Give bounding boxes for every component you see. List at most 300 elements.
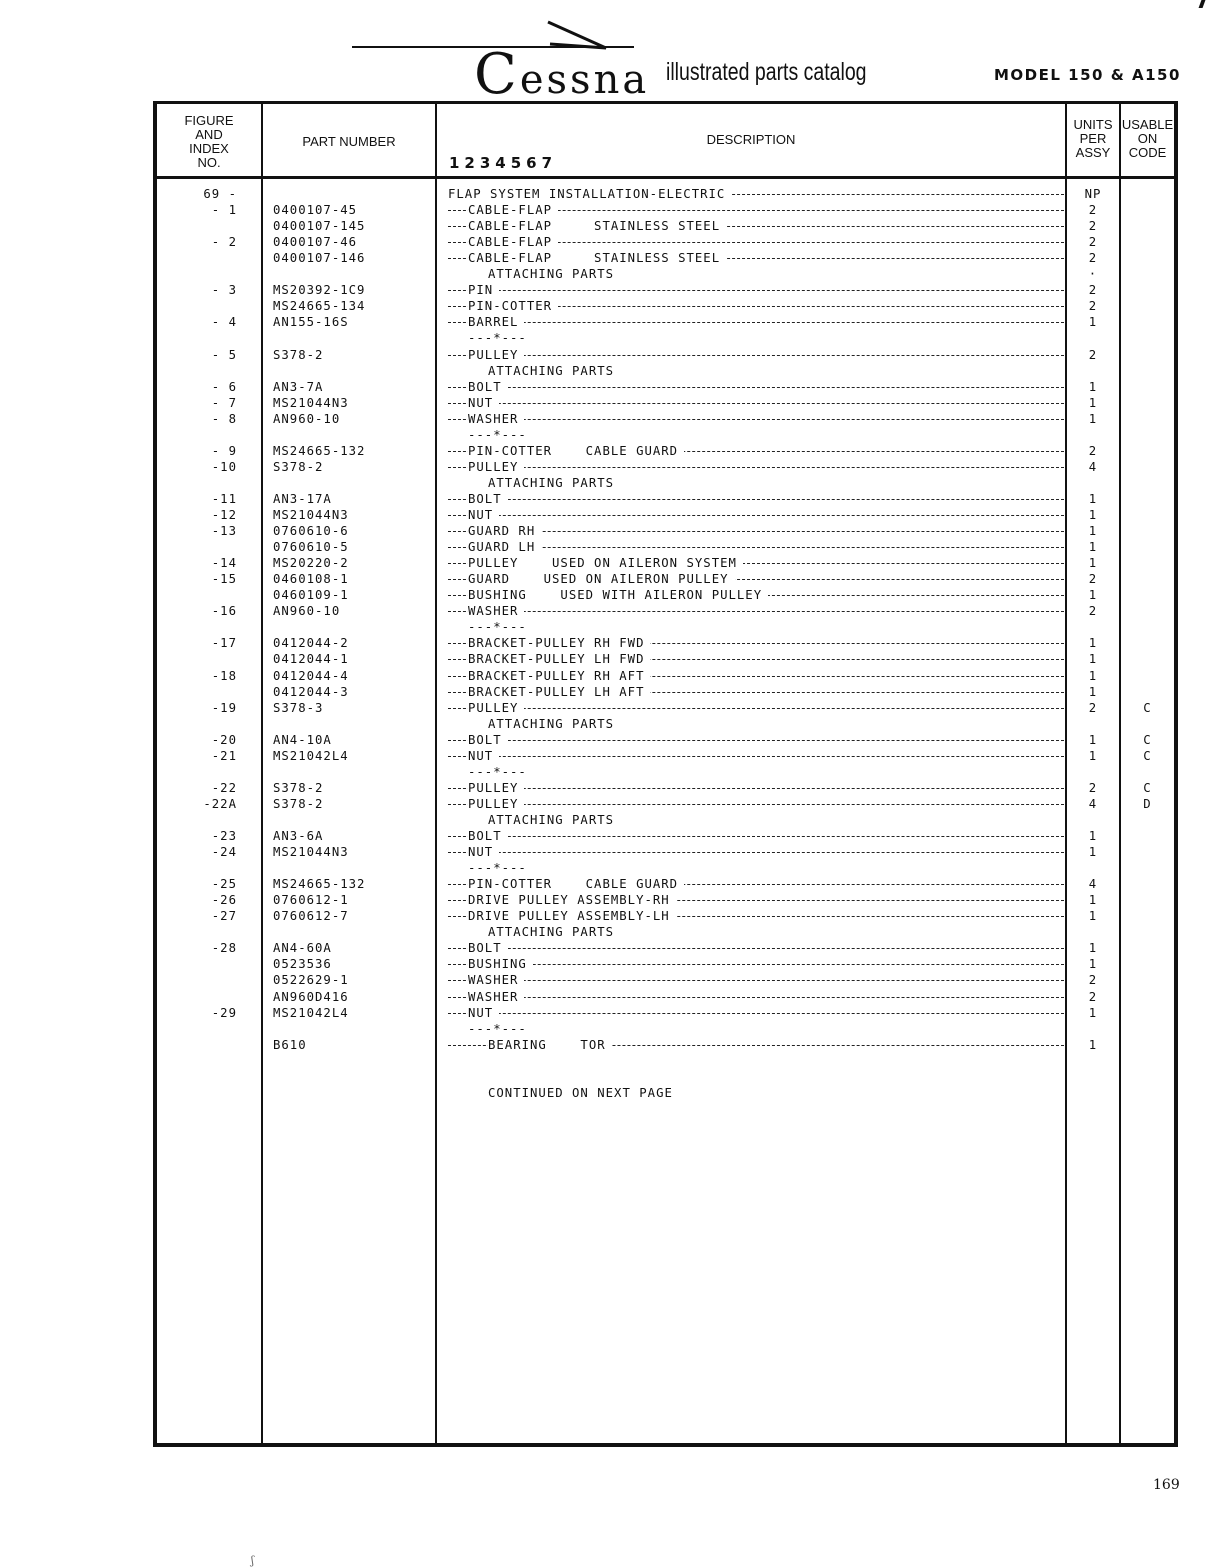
part-number: 0460109-1 xyxy=(273,588,349,603)
part-number: S378-3 xyxy=(273,700,324,715)
table-row xyxy=(157,555,1174,571)
description-text: WASHER xyxy=(468,973,524,987)
table-row xyxy=(157,330,1174,346)
description-text: PULLEY xyxy=(468,781,524,795)
description-text: PIN xyxy=(468,283,499,297)
table-row xyxy=(157,1053,1174,1069)
part-number: AN4-10A xyxy=(273,732,332,747)
table-row xyxy=(157,475,1174,491)
figure-index: -25 xyxy=(211,877,237,892)
header-part-number: PART NUMBER xyxy=(302,134,396,149)
header-divider xyxy=(157,176,1174,179)
part-number: 0400107-45 xyxy=(273,203,358,218)
figure-index: -24 xyxy=(211,845,237,860)
parts-table xyxy=(153,101,1178,1447)
units-per-assy: 1 xyxy=(1088,893,1098,908)
units-per-assy: 1 xyxy=(1088,652,1098,667)
description-text: FLAP SYSTEM INSTALLATION-ELECTRIC xyxy=(448,187,731,201)
part-number: AN155-16S xyxy=(273,315,349,330)
description-text: NUT xyxy=(468,845,499,859)
table-row xyxy=(157,507,1174,523)
figure-index: 69 - xyxy=(203,187,237,201)
units-per-assy: 1 xyxy=(1088,395,1098,410)
description xyxy=(448,186,1064,202)
description xyxy=(448,427,1064,443)
table-row xyxy=(157,603,1174,619)
leader-line xyxy=(448,756,1064,757)
description-text: GUARD RH xyxy=(468,524,541,538)
description-text: BRACKET-PULLEY RH AFT xyxy=(468,669,650,683)
description-text: CABLE-FLAP xyxy=(468,235,558,249)
figure-index: -21 xyxy=(211,748,237,763)
units-per-assy: 1 xyxy=(1088,508,1098,522)
table-row xyxy=(157,363,1174,379)
logo-initial: C xyxy=(474,42,520,107)
description xyxy=(448,1053,1064,1069)
units-per-assy: 2 xyxy=(1088,235,1098,250)
description xyxy=(448,876,1064,892)
description-text: PIN-COTTER xyxy=(468,299,558,313)
cessna-logo xyxy=(474,42,649,107)
description-text: PULLEY xyxy=(468,797,524,811)
description xyxy=(448,668,1064,684)
usable-on-code: D xyxy=(1143,796,1152,811)
part-number: MS21044N3 xyxy=(273,845,349,860)
units-per-assy: · xyxy=(1088,267,1098,282)
logo-rest: essna xyxy=(519,57,650,103)
table-row xyxy=(157,266,1174,282)
units-per-assy: 2 xyxy=(1088,700,1098,715)
table-row xyxy=(157,202,1174,218)
figure-index: -19 xyxy=(211,700,237,715)
units-per-assy: 1 xyxy=(1088,829,1098,843)
description-text: ---*--- xyxy=(468,331,533,345)
part-number: 0400107-146 xyxy=(273,251,366,266)
table-row xyxy=(157,956,1174,972)
description xyxy=(448,619,1064,635)
units-per-assy: 1 xyxy=(1088,540,1098,555)
description xyxy=(448,1005,1064,1021)
units-per-assy: 2 xyxy=(1088,989,1098,1004)
part-number: 0522629-1 xyxy=(273,973,349,988)
description-text: BRACKET-PULLEY LH FWD xyxy=(468,652,650,666)
description xyxy=(448,539,1064,555)
description xyxy=(448,379,1064,395)
description-text: NUT xyxy=(468,749,499,763)
description-text: BOLT xyxy=(468,492,508,506)
part-number: MS21044N3 xyxy=(273,508,349,522)
table-row xyxy=(157,587,1174,603)
scan-artifact-mark: ʃ xyxy=(251,1554,254,1567)
part-number: S378-2 xyxy=(273,459,324,474)
description xyxy=(448,748,1064,764)
part-number: S378-2 xyxy=(273,796,324,811)
units-per-assy: 1 xyxy=(1088,732,1098,747)
description xyxy=(448,956,1064,972)
part-number: AN960D416 xyxy=(273,989,349,1004)
part-number: AN960-10 xyxy=(273,604,341,619)
description xyxy=(448,989,1064,1005)
header-units-per-assy: UNITS PER ASSY xyxy=(1073,117,1113,160)
figure-index: -14 xyxy=(211,556,237,571)
description-text: ATTACHING PARTS xyxy=(488,813,620,827)
table-row xyxy=(157,282,1174,298)
part-number: 0460108-1 xyxy=(273,572,349,587)
table-row xyxy=(157,828,1174,844)
leader-line xyxy=(448,322,1064,323)
part-number: MS21044N3 xyxy=(273,395,349,410)
units-per-assy: 1 xyxy=(1088,588,1098,603)
leader-line xyxy=(448,997,1064,998)
leader-line xyxy=(448,387,1064,388)
part-number: AN3-6A xyxy=(273,829,324,843)
description xyxy=(448,764,1064,780)
units-per-assy: 4 xyxy=(1088,796,1098,811)
table-row xyxy=(157,619,1174,635)
figure-index: -29 xyxy=(211,1005,237,1020)
description xyxy=(448,972,1064,988)
figure-index: -22 xyxy=(211,780,237,795)
description-text: ATTACHING PARTS xyxy=(488,476,620,490)
figure-index: - 6 xyxy=(211,379,237,394)
table-row xyxy=(157,732,1174,748)
leader-line xyxy=(448,499,1064,500)
table-row xyxy=(157,186,1174,202)
description xyxy=(448,234,1064,250)
table-row xyxy=(157,989,1174,1005)
table-row xyxy=(157,668,1174,684)
units-per-assy: 1 xyxy=(1088,491,1098,506)
description-text: ATTACHING PARTS xyxy=(488,267,620,281)
description-text: BUSHING USED WITH AILERON PULLEY xyxy=(468,588,768,602)
description-text: DRIVE PULLEY ASSEMBLY-RH xyxy=(468,893,676,907)
description-text: CABLE-FLAP xyxy=(468,203,558,217)
description-text: CABLE-FLAP STAINLESS STEEL xyxy=(468,251,726,265)
leader-line xyxy=(448,355,1064,356)
description xyxy=(448,732,1064,748)
description-text: NUT xyxy=(468,508,499,522)
description xyxy=(448,395,1064,411)
part-number: 0760610-6 xyxy=(273,524,349,539)
description xyxy=(448,924,1064,940)
part-number: 0760612-1 xyxy=(273,893,349,908)
description xyxy=(448,282,1064,298)
description-text: BARREL xyxy=(468,315,524,329)
figure-index: -12 xyxy=(211,508,237,522)
units-per-assy: 1 xyxy=(1088,379,1098,394)
description xyxy=(448,347,1064,363)
table-row xyxy=(157,523,1174,539)
description-text: ---*--- xyxy=(468,861,533,875)
description xyxy=(448,314,1064,330)
description xyxy=(448,475,1064,491)
units-per-assy: 1 xyxy=(1088,411,1098,426)
description-text: DRIVE PULLEY ASSEMBLY-LH xyxy=(468,909,676,923)
description-text: PULLEY xyxy=(468,348,524,362)
figure-index: -18 xyxy=(211,668,237,683)
table-row xyxy=(157,764,1174,780)
figure-index: - 8 xyxy=(211,411,237,426)
part-number: MS20392-1C9 xyxy=(273,283,366,298)
description-text xyxy=(448,1054,454,1068)
description xyxy=(448,796,1064,812)
part-number: MS24665-132 xyxy=(273,877,366,892)
description-text: GUARD LH xyxy=(468,540,541,554)
part-number: 0400107-46 xyxy=(273,235,358,250)
description-text: BOLT xyxy=(468,380,508,394)
units-per-assy: 1 xyxy=(1088,668,1098,683)
leader-line xyxy=(448,836,1064,837)
description-text: WASHER xyxy=(468,990,524,1004)
units-per-assy: 2 xyxy=(1088,443,1098,458)
leader-line xyxy=(448,788,1064,789)
description xyxy=(448,892,1064,908)
description xyxy=(448,443,1064,459)
description-text: PULLEY xyxy=(468,701,524,715)
part-number: S378-2 xyxy=(273,347,324,362)
description xyxy=(448,716,1064,732)
description xyxy=(448,812,1064,828)
usable-on-code: C xyxy=(1143,748,1152,763)
units-per-assy: 4 xyxy=(1088,877,1098,892)
units-per-assy: 1 xyxy=(1088,556,1098,571)
table-row xyxy=(157,748,1174,764)
description-text: ATTACHING PARTS xyxy=(488,364,620,378)
description-text: ---*--- xyxy=(468,620,533,634)
part-number: 0760612-7 xyxy=(273,909,349,924)
description-text: NUT xyxy=(468,1006,499,1020)
description-text: ---*--- xyxy=(468,765,533,779)
table-row xyxy=(157,379,1174,395)
figure-index: -20 xyxy=(211,732,237,747)
leader-line xyxy=(448,708,1064,709)
table-row xyxy=(157,347,1174,363)
description xyxy=(448,459,1064,475)
description xyxy=(448,700,1064,716)
description xyxy=(448,202,1064,218)
table-row xyxy=(157,539,1174,555)
figure-index: -27 xyxy=(211,909,237,924)
description-text: GUARD USED ON AILERON PULLEY xyxy=(468,572,735,586)
figure-index: -10 xyxy=(211,459,237,474)
units-per-assy: 1 xyxy=(1088,1005,1098,1020)
part-number: MS21042L4 xyxy=(273,1005,349,1020)
description-text: CONTINUED ON NEXT PAGE xyxy=(488,1086,679,1100)
leader-line xyxy=(448,804,1064,805)
usable-on-code: C xyxy=(1143,700,1152,715)
part-number: MS24665-134 xyxy=(273,299,366,314)
description xyxy=(448,491,1064,507)
table-row xyxy=(157,1085,1174,1101)
table-row xyxy=(157,443,1174,459)
description xyxy=(448,555,1064,571)
table-row xyxy=(157,700,1174,716)
description-text: WASHER xyxy=(468,604,524,618)
table-row xyxy=(157,1037,1174,1053)
description-text: PULLEY USED ON AILERON SYSTEM xyxy=(468,556,743,570)
description xyxy=(448,298,1064,314)
description-text: BOLT xyxy=(468,733,508,747)
figure-index: -22A xyxy=(203,796,237,811)
description xyxy=(448,780,1064,796)
leader-line xyxy=(448,611,1064,612)
description-text: BRACKET-PULLEY RH FWD xyxy=(468,636,650,650)
usable-on-code: C xyxy=(1143,780,1152,795)
table-row xyxy=(157,1021,1174,1037)
part-number: MS20220-2 xyxy=(273,556,349,571)
units-per-assy: 2 xyxy=(1088,604,1098,619)
units-per-assy: 1 xyxy=(1088,748,1098,763)
units-per-assy: 1 xyxy=(1088,315,1098,330)
description xyxy=(448,603,1064,619)
part-number: 0412044-3 xyxy=(273,684,349,699)
description xyxy=(448,635,1064,651)
table-row xyxy=(157,796,1174,812)
table-row xyxy=(157,972,1174,988)
description xyxy=(448,363,1064,379)
units-per-assy: 1 xyxy=(1088,524,1098,539)
table-row xyxy=(157,1069,1174,1085)
leader-line xyxy=(448,419,1064,420)
figure-index: - 7 xyxy=(211,395,237,410)
description xyxy=(448,330,1064,346)
units-per-assy: 2 xyxy=(1088,203,1098,218)
description-text: PIN-COTTER CABLE GUARD xyxy=(468,877,684,891)
description-text: WASHER xyxy=(468,412,524,426)
part-number: 0523536 xyxy=(273,957,332,972)
usable-on-code: C xyxy=(1143,732,1152,747)
figure-index: - 5 xyxy=(211,347,237,362)
table-row xyxy=(157,571,1174,587)
figure-index: -11 xyxy=(211,491,237,506)
description-text: BUSHING xyxy=(468,957,533,971)
units-per-assy: 2 xyxy=(1088,283,1098,298)
part-number: MS24665-132 xyxy=(273,443,366,458)
units-per-assy: 4 xyxy=(1088,459,1098,474)
description xyxy=(448,571,1064,587)
table-row xyxy=(157,298,1174,314)
description xyxy=(448,266,1064,282)
table-row xyxy=(157,635,1174,651)
figure-index: -28 xyxy=(211,941,237,956)
leader-line xyxy=(448,980,1064,981)
units-per-assy: 1 xyxy=(1088,909,1098,924)
leader-line xyxy=(448,515,1064,516)
description xyxy=(448,844,1064,860)
description-text: ---*--- xyxy=(468,1022,533,1036)
leader-line xyxy=(448,467,1064,468)
leader-line xyxy=(448,403,1064,404)
table-row xyxy=(157,844,1174,860)
model-title: MODEL 150 & A150 xyxy=(994,66,1181,84)
description xyxy=(448,1021,1064,1037)
description-text: ATTACHING PARTS xyxy=(488,717,620,731)
units-per-assy: 2 xyxy=(1088,299,1098,314)
leader-line xyxy=(448,740,1064,741)
description-text: PIN-COTTER CABLE GUARD xyxy=(468,444,684,458)
table-row xyxy=(157,812,1174,828)
table-row xyxy=(157,314,1174,330)
description xyxy=(448,507,1064,523)
figure-index: - 2 xyxy=(211,235,237,250)
figure-index: -15 xyxy=(211,572,237,587)
table-row xyxy=(157,411,1174,427)
units-per-assy: NP xyxy=(1084,187,1102,201)
description xyxy=(448,587,1064,603)
units-per-assy: 1 xyxy=(1088,941,1098,956)
part-number: AN3-17A xyxy=(273,491,332,506)
units-per-assy: 1 xyxy=(1088,1037,1098,1052)
units-per-assy: 1 xyxy=(1088,845,1098,860)
figure-index: - 9 xyxy=(211,443,237,458)
part-number: B610 xyxy=(273,1037,307,1052)
corner-scan-mark xyxy=(1199,0,1206,8)
part-number: AN3-7A xyxy=(273,379,324,394)
table-row xyxy=(157,218,1174,234)
description-text: BEARING TOR xyxy=(488,1038,612,1052)
figure-index: -26 xyxy=(211,893,237,908)
part-number: AN960-10 xyxy=(273,411,341,426)
units-per-assy: 2 xyxy=(1088,347,1098,362)
figure-index: -16 xyxy=(211,604,237,619)
part-number: AN4-60A xyxy=(273,941,332,956)
table-row xyxy=(157,491,1174,507)
description-text: ATTACHING PARTS xyxy=(488,925,620,939)
table-row xyxy=(157,892,1174,908)
description-text: BOLT xyxy=(468,941,508,955)
description xyxy=(448,828,1064,844)
part-number: 0412044-2 xyxy=(273,636,349,651)
description xyxy=(448,1085,1064,1101)
figure-index: -23 xyxy=(211,829,237,843)
leader-line xyxy=(448,964,1064,965)
part-number: S378-2 xyxy=(273,780,324,795)
table-row xyxy=(157,459,1174,475)
figure-index: - 4 xyxy=(211,315,237,330)
description xyxy=(448,523,1064,539)
leader-line xyxy=(448,948,1064,949)
part-number: 0412044-4 xyxy=(273,668,349,683)
part-number: MS21042L4 xyxy=(273,748,349,763)
table-row xyxy=(157,1005,1174,1021)
description xyxy=(448,940,1064,956)
description-text: BOLT xyxy=(468,829,508,843)
table-row xyxy=(157,234,1174,250)
table-row xyxy=(157,684,1174,700)
description xyxy=(448,250,1064,266)
description xyxy=(448,411,1064,427)
figure-index: - 3 xyxy=(211,283,237,298)
part-number: 0760610-5 xyxy=(273,540,349,555)
units-per-assy: 1 xyxy=(1088,636,1098,651)
description xyxy=(448,908,1064,924)
description-text: BRACKET-PULLEY LH AFT xyxy=(468,685,650,699)
table-row xyxy=(157,876,1174,892)
part-number: 0400107-145 xyxy=(273,219,366,234)
units-per-assy: 1 xyxy=(1088,684,1098,699)
header-figure-index: FIGURE AND INDEX NO. xyxy=(184,113,234,170)
units-per-assy: 2 xyxy=(1088,251,1098,266)
header-indent-columns: 1234567 xyxy=(449,154,558,172)
figure-index: -13 xyxy=(211,524,237,539)
page-number: 169 xyxy=(1153,1477,1180,1493)
header-usable-on-code: USABLE ON CODE xyxy=(1121,117,1174,160)
units-per-assy: 1 xyxy=(1088,957,1098,972)
table-row xyxy=(157,395,1174,411)
description-text xyxy=(448,1070,454,1084)
description-text: PULLEY xyxy=(468,460,524,474)
table-row xyxy=(157,908,1174,924)
